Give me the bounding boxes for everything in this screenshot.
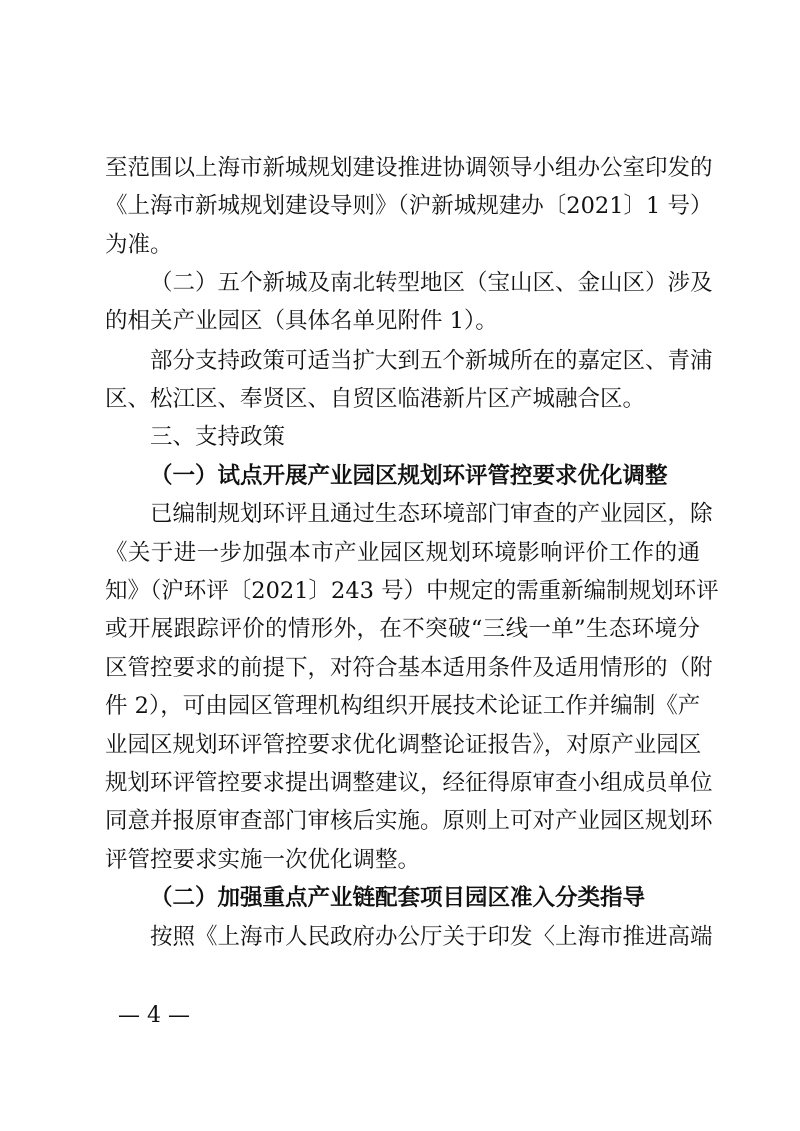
body-text-line: 为准。 [105,232,173,258]
body-text-line: 知》（沪环评〔2021〕243 号）中规定的需重新编制规划环评 [105,578,719,604]
subsection-heading: （二）加强重点产业链配套项目园区准入分类指导 [150,885,646,911]
body-text-line: 规划环评管控要求提出调整建议，经征得原审查小组成员单位 [105,770,713,796]
body-text-line: （二）五个新城及南北转型地区（宝山区、金山区）涉及 [150,270,713,296]
body-text-line: 区、松江区、奉贤区、自贸区临港新片区产城融合区。 [105,386,646,412]
section-heading: 三、支持政策 [150,424,286,450]
body-text-line: 区管控要求的前提下，对符合基本适用条件及适用情形的（附 [105,655,713,681]
body-text-line: 或开展跟踪评价的情形外，在不突破“三线一单”生态环境分 [105,616,700,642]
body-text-line: 同意并报原审查部门审核后实施。原则上可对产业园区规划环 [105,808,713,834]
body-text-line: 至范围以上海市新城规划建设推进协调领导小组办公室印发的 [105,155,713,181]
body-text-line: 的相关产业园区（具体名单见附件 1）。 [105,308,498,334]
body-text-line: 已编制规划环评且通过生态环境部门审查的产业园区，除 [150,501,713,527]
body-text-line: 评管控要求实施一次优化调整。 [105,847,421,873]
body-text-line: 《上海市新城规划建设导则》（沪新城规建办〔2021〕1 号） [105,193,713,219]
body-text-line: 《关于进一步加强本市产业园区规划环境影响评价工作的通 [105,540,700,566]
body-text-line: 按照《上海市人民政府办公厅关于印发〈上海市推进高端 [150,924,713,950]
body-text-line: 件 2），可由园区管理机构组织开展技术论证工作并编制《产 [105,693,701,719]
subsection-heading: （一）试点开展产业园区规划环评管控要求优化调整 [150,463,668,489]
body-text-line: 业园区规划环评管控要求优化调整论证报告》，对原产业园区 [105,732,702,758]
page-number: — 4 — [118,1003,190,1028]
body-text-line: 部分支持政策可适当扩大到五个新城所在的嘉定区、青浦 [150,348,713,374]
